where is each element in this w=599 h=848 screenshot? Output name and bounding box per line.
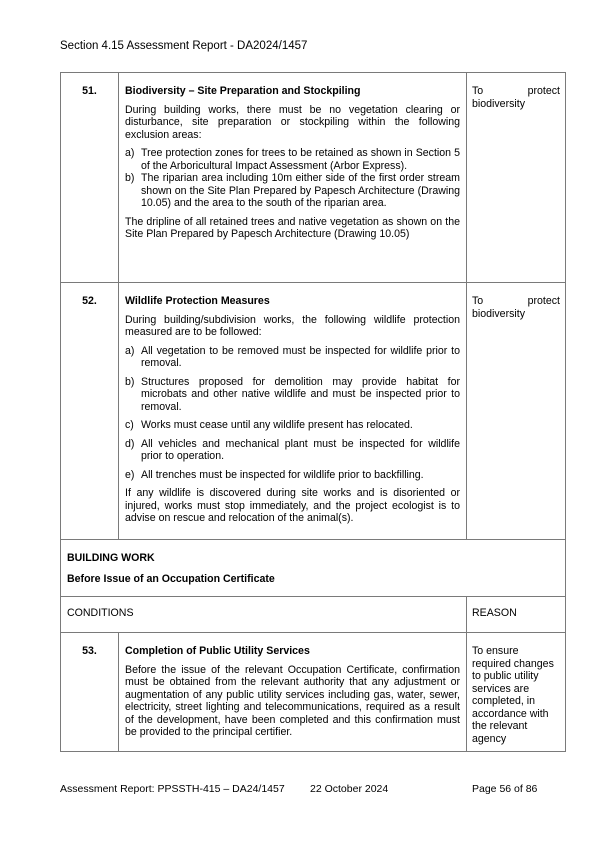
list-text: All vegetation to be removed must be inspected for wildlife prior to removal. (141, 344, 460, 369)
condition-reason: To protect biodiversity (467, 283, 566, 540)
condition-body (119, 633, 467, 752)
section-heading: BUILDING WORK (67, 552, 155, 564)
list-item (125, 147, 460, 172)
list-marker: b) (125, 172, 135, 184)
condition-body (119, 283, 467, 540)
list-marker: b) (125, 375, 135, 388)
condition-intro: During building works, there must be no vegetation clearing or disturbance, site preparation or stockpiling within the following exclusion areas: (125, 103, 460, 141)
list-text: Tree protection zones for trees to be retained as shown in Section 5 of the Arboricultural Impact Assessment (Arbor Express). (141, 147, 460, 172)
condition-closing: If any wildlife is discovered during site works and is disoriented or injured, works must stop immediately, and the project ecologist is to advise on rescue and relocation of the animal(s). (125, 487, 460, 524)
list-item (125, 419, 460, 432)
list-text: All trenches must be inspected for wildlife prior to backfilling. (141, 468, 424, 481)
page-header: Section 4.15 Assessment Report - DA2024/1457 (60, 40, 308, 52)
list-item (125, 376, 460, 414)
condition-list (125, 345, 460, 482)
condition-title: Wildlife Protection Measures (125, 295, 270, 307)
condition-title: Biodiversity – Site Preparation and Stockpiling (125, 85, 361, 97)
list-marker: a) (125, 147, 135, 159)
list-item (125, 469, 460, 482)
condition-number: 52. (61, 283, 119, 540)
footer-date: 22 October 2024 (310, 783, 389, 795)
list-marker: a) (125, 344, 135, 357)
list-item (125, 172, 460, 210)
column-header-row (61, 597, 566, 633)
condition-intro: During building/subdivision works, the following wildlife protection measured are to be followed: (125, 313, 460, 338)
footer-page: Page 56 of 86 (472, 783, 538, 795)
conditions-table (60, 72, 566, 752)
list-marker: d) (125, 437, 135, 450)
condition-closing: The dripline of all retained trees and native vegetation as shown on the Site Plan Prepared by Papesch Architecture (Drawing 10.05) (125, 215, 460, 240)
condition-row (61, 73, 566, 283)
section-row (61, 540, 566, 597)
condition-reason: To protect biodiversity (467, 73, 566, 283)
condition-title: Completion of Public Utility Services (125, 645, 310, 657)
list-text: The riparian area including 10m either side of the first order stream shown on the Site Plan Prepared by Papesch Architecture (Drawing 10.05) and the area to the south of the riparian area. (141, 172, 460, 209)
section-cell (61, 540, 566, 597)
condition-reason: To ensure required changes to public utility services are completed, in accordance with the relevant agency (467, 633, 566, 752)
condition-body (119, 73, 467, 283)
condition-list (125, 147, 460, 210)
list-item (125, 345, 460, 370)
column-header-reason: REASON (467, 597, 566, 633)
list-text: Structures proposed for demolition may provide habitat for microbats and other native wildlife and must be inspected prior to removal. (141, 375, 460, 413)
condition-row (61, 633, 566, 752)
section-subheading: Before Issue of an Occupation Certificate (67, 572, 275, 585)
list-text: Works must cease until any wildlife present has relocated. (141, 419, 413, 431)
condition-number: 53. (61, 633, 119, 752)
footer-report: Assessment Report: PPSSTH-415 – DA24/1457 (60, 783, 285, 795)
condition-number: 51. (61, 73, 119, 283)
list-marker: e) (125, 468, 135, 481)
list-text: All vehicles and mechanical plant must be inspected for wildlife prior to operation. (141, 437, 460, 462)
column-header-conditions: CONDITIONS (61, 597, 467, 633)
condition-row (61, 283, 566, 540)
condition-intro: Before the issue of the relevant Occupation Certificate, confirmation must be obtained from the relevant authority that any adjustment or augmentation of any public utility services including gas, water, sewer, electricity, street lighting and telecommunications, required as a result of the development, have been completed and this confirmation must be provided to the principal certifier. (125, 663, 460, 738)
list-marker: c) (125, 419, 134, 431)
list-item (125, 438, 460, 463)
